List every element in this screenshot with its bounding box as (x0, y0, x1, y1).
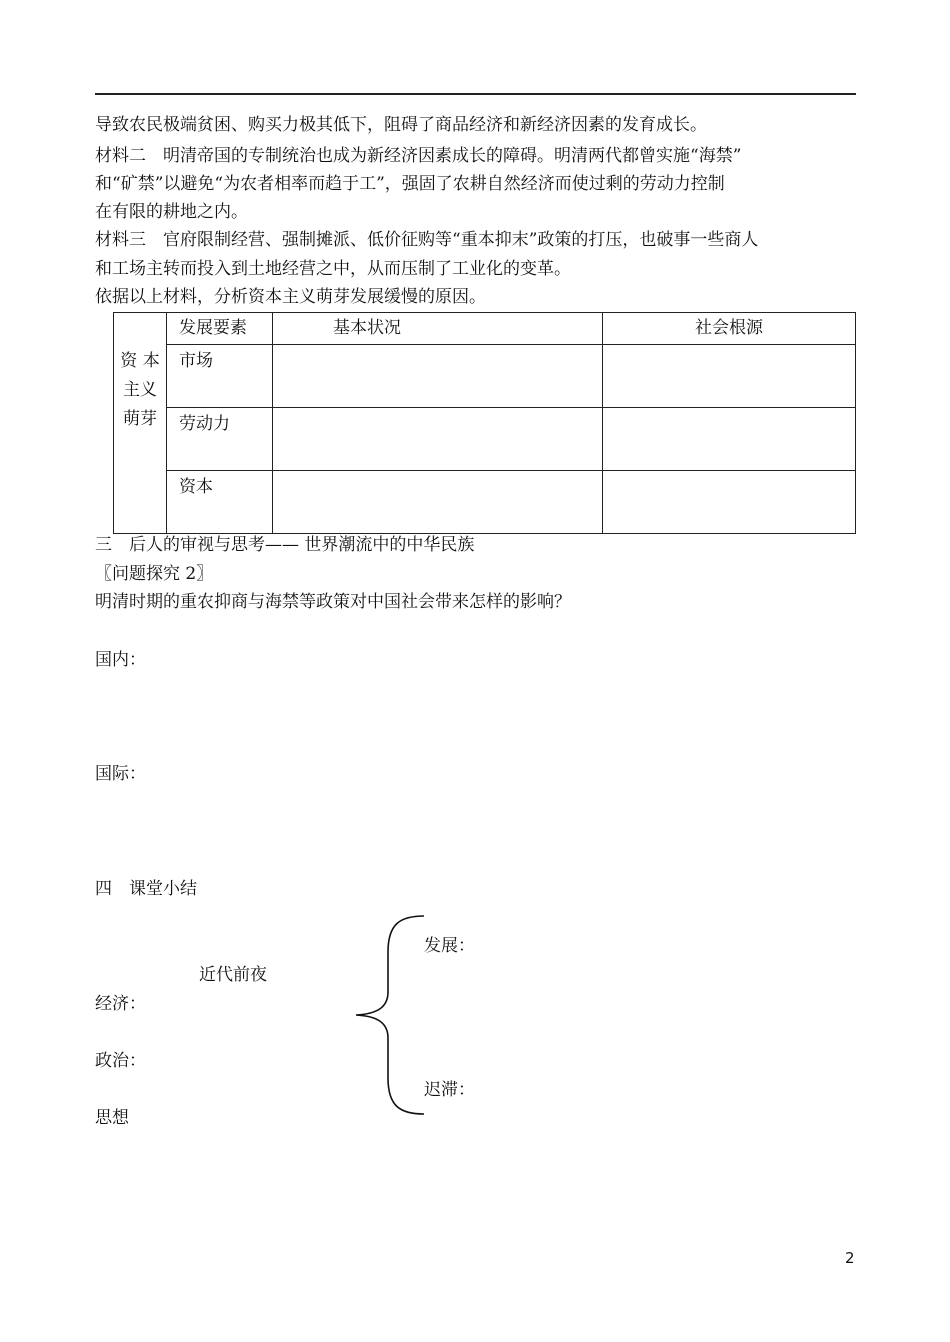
paragraph-line: 导致农民极端贫困、购买力极其低下，阻碍了商品经济和新经济因素的发育成长。 (95, 115, 707, 135)
status-cell[interactable] (273, 408, 603, 471)
header-factor: 发展要素 (167, 313, 273, 345)
side-label-line-1: 资 本 (120, 351, 160, 371)
material-2-line-2: 和“矿禁”以避免“为农者相率而趋于工”，强固了农耕自然经济而使过剩的劳动力控制 (95, 174, 725, 194)
side-label-cell (114, 313, 167, 534)
header-rule (95, 93, 856, 95)
header-root: 社会根源 (603, 313, 856, 345)
material-2-line-3: 在有限的耕地之内。 (95, 202, 248, 222)
politics-label: 政治： (95, 1051, 146, 1071)
material-3-line-2: 和工场主转而投入到土地经营之中，从而压制了工业化的变革。 (95, 259, 571, 279)
section-4-title: 四 课堂小结 (95, 879, 197, 899)
eve-label: 近代前夜 (199, 965, 267, 985)
thought-label: 思想 (95, 1108, 129, 1128)
analysis-table (113, 312, 856, 534)
table-header-row (114, 313, 856, 345)
status-cell[interactable] (273, 471, 603, 534)
root-cell[interactable] (603, 471, 856, 534)
development-label: 发展： (424, 936, 475, 956)
status-cell[interactable] (273, 345, 603, 408)
factor-cell: 资本 (167, 471, 273, 534)
material-3-line-1: 材料三 官府限制经营、强制摊派、低价征购等“重本抑末”政策的打压，也破事一些商人 (95, 230, 759, 250)
stagnation-label: 迟滞： (424, 1080, 475, 1100)
side-label-line-2: 主义 (123, 380, 157, 400)
material-2-line-1: 材料二 明清帝国的专制统治也成为新经济因素成长的障碍。明清两代都曾实施“海禁” (95, 146, 742, 166)
root-cell[interactable] (603, 345, 856, 408)
factor-cell: 市场 (167, 345, 273, 408)
header-status: 基本状况 (273, 313, 603, 345)
question-line: 依据以上材料，分析资本主义萌芽发展缓慢的原因。 (95, 287, 486, 307)
page-number: 2 (845, 1249, 855, 1267)
side-label-line-3: 萌芽 (123, 409, 157, 429)
factor-cell: 劳动力 (167, 408, 273, 471)
root-cell[interactable] (603, 408, 856, 471)
table-row (114, 408, 856, 471)
table-row (114, 471, 856, 534)
international-label: 国际： (95, 764, 146, 784)
curly-brace (352, 912, 432, 1118)
inquiry-question: 明清时期的重农抑商与海禁等政策对中国社会带来怎样的影响？ (95, 592, 571, 612)
domestic-label: 国内： (95, 650, 146, 670)
table-row (114, 345, 856, 408)
section-3-title: 三 后人的审视与思考—— 世界潮流中的中华民族 (95, 535, 475, 555)
inquiry-label: 〖问题探究 2〗 (95, 564, 214, 584)
economy-label: 经济： (95, 994, 146, 1014)
